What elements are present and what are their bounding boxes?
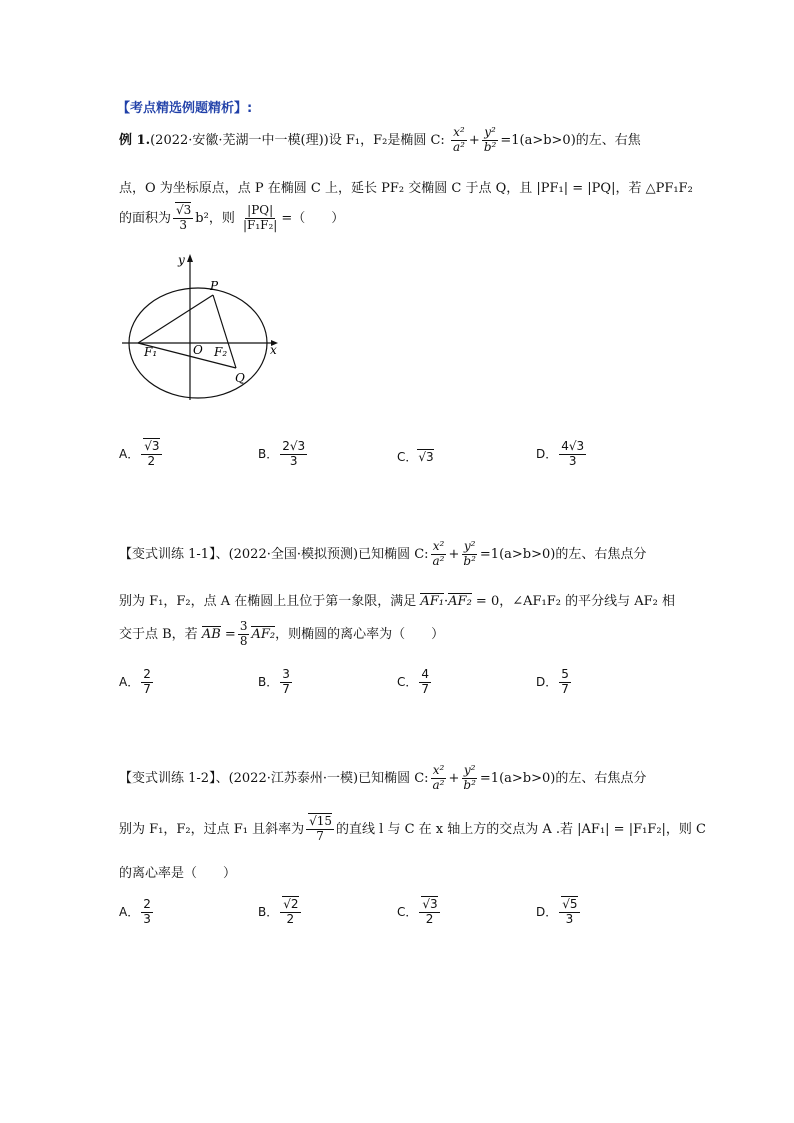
label-x: x bbox=[270, 343, 277, 357]
variant-1-1-label: 【变式训练 1-1】、(2022·全国·模拟预测) bbox=[119, 546, 359, 562]
variant-1-1-option-a[interactable]: A． $\frac{2}{7}$ bbox=[119, 667, 151, 696]
ellipse-y-fraction: $\frac{\text{y²}}{\text{b²}}$ bbox=[483, 125, 497, 154]
example-1-option-d[interactable]: D． $\frac{4√3}{3}$ bbox=[536, 439, 585, 468]
example-1-text-a: 设 F₁，F₂是椭圆 C: bbox=[328, 132, 445, 148]
variant-1-2-option-d[interactable]: D． $\frac{√5}{3}$ bbox=[536, 897, 578, 926]
variant-1-2-line-1: 【变式训练 1-2】、(2022·江苏泰州·一模)已知椭圆 C: $\frac{\text{x²}}{\text{a²}}$ + $\frac{\text{y²}}{\text{b²}}$ =1(a>b>0)的左、右焦点分 bbox=[119, 763, 647, 792]
ellipse-x-fraction: $\frac{\text{x²}}{\text{a²}}$ bbox=[452, 125, 465, 154]
variant-1-1-option-d[interactable]: D． $\frac{5}{7}$ bbox=[536, 667, 569, 696]
variant-1-2-option-b[interactable]: B． $\frac{√2}{2}$ bbox=[258, 897, 299, 926]
example-1-option-c[interactable]: C．√3 bbox=[397, 450, 434, 464]
variant-1-2-option-a[interactable]: A． $\frac{2}{3}$ bbox=[119, 897, 151, 926]
variant-1-2-line-2: 别为 F₁，F₂，过点 F₁ 且斜率为 $\frac{√15}{7}$ 的直线 l 与 C 在 x 轴上方的交点为 A .若 |AF₁| = |F₁F₂|，则 C bbox=[119, 814, 707, 843]
label-y: y bbox=[178, 253, 185, 267]
example-1-line-1: 例 1.(2022·安徽·芜湖一中一模(理))设 F₁，F₂是椭圆 C: $\frac{\text{x²}}{\text{a²}}$ + $\frac{\text{y²}}{\text{b²}}$ =1(a>b>0)的左、右焦 bbox=[119, 125, 641, 154]
example-1-text-b: =1(a>b>0)的左、右焦 bbox=[500, 132, 641, 148]
example-1-source: (2022·安徽·芜湖一中一模(理)) bbox=[150, 132, 329, 148]
label-f1: F₁ bbox=[144, 345, 158, 359]
label-p: P bbox=[210, 279, 219, 293]
section-header: 【考点精选例题精析】: bbox=[117, 101, 253, 116]
example-1-label: 例 1. bbox=[119, 132, 151, 148]
example-1-line-2: 点，O 为坐标原点，点 P 在椭圆 C 上，延长 PF₂ 交椭圆 C 于点 Q，且 |PF₁| = |PQ|，若 △PF₁F₂ bbox=[119, 181, 693, 196]
variant-1-1-option-b[interactable]: B． $\frac{3}{7}$ bbox=[258, 667, 290, 696]
ratio-fraction: $\frac{|PQ|}{\text{|F₁F₂|}}$ bbox=[242, 203, 278, 232]
example-1-option-b[interactable]: B． $\frac{2√3}{3}$ bbox=[258, 439, 306, 468]
label-f2: F₂ bbox=[214, 345, 228, 359]
variant-1-2-line-3: 的离心率是（ ） bbox=[119, 866, 237, 881]
variant-1-1-option-c[interactable]: C． $\frac{4}{7}$ bbox=[397, 667, 430, 696]
segment-f1-p bbox=[138, 295, 213, 343]
label-q: Q bbox=[235, 371, 245, 385]
variant-1-1-line-3: 交于点 B，若 AB = $\frac{3}{8}$ AF₂，则椭圆的离心率为（ ） bbox=[119, 619, 445, 648]
variant-1-2-option-c[interactable]: C． $\frac{√3}{2}$ bbox=[397, 897, 438, 926]
y-axis-arrow bbox=[187, 254, 193, 262]
example-1-line-3: 的面积为 $\frac{√3}{3}$ b²，则 $\frac{|PQ|}{\text{|F₁F₂|}}$ =（ ） bbox=[119, 203, 345, 232]
variant-1-2-label: 【变式训练 1-2】、(2022·江苏泰州·一模) bbox=[119, 770, 359, 786]
variant-1-1-line-1: 【变式训练 1-1】、(2022·全国·模拟预测)已知椭圆 C: $\frac{\text{x²}}{\text{a²}}$ + $\frac{\text{y²}}{\text{b²}}$ =1(a>b>0)的左、右焦点分 bbox=[119, 539, 647, 568]
example-1-option-a[interactable]: A． $\frac{√3}{2}$ bbox=[119, 439, 160, 468]
label-o: O bbox=[193, 343, 203, 357]
area-fraction: $\frac{√3}{3}$ bbox=[173, 204, 193, 233]
variant-1-1-line-2: 别为 F₁，F₂，点 A 在椭圆上且位于第一象限，满足 AF₁·AF₂ = 0，∠AF₁F₂ 的平分线与 AF₂ 相 bbox=[119, 594, 675, 609]
ellipse-figure bbox=[120, 250, 285, 405]
